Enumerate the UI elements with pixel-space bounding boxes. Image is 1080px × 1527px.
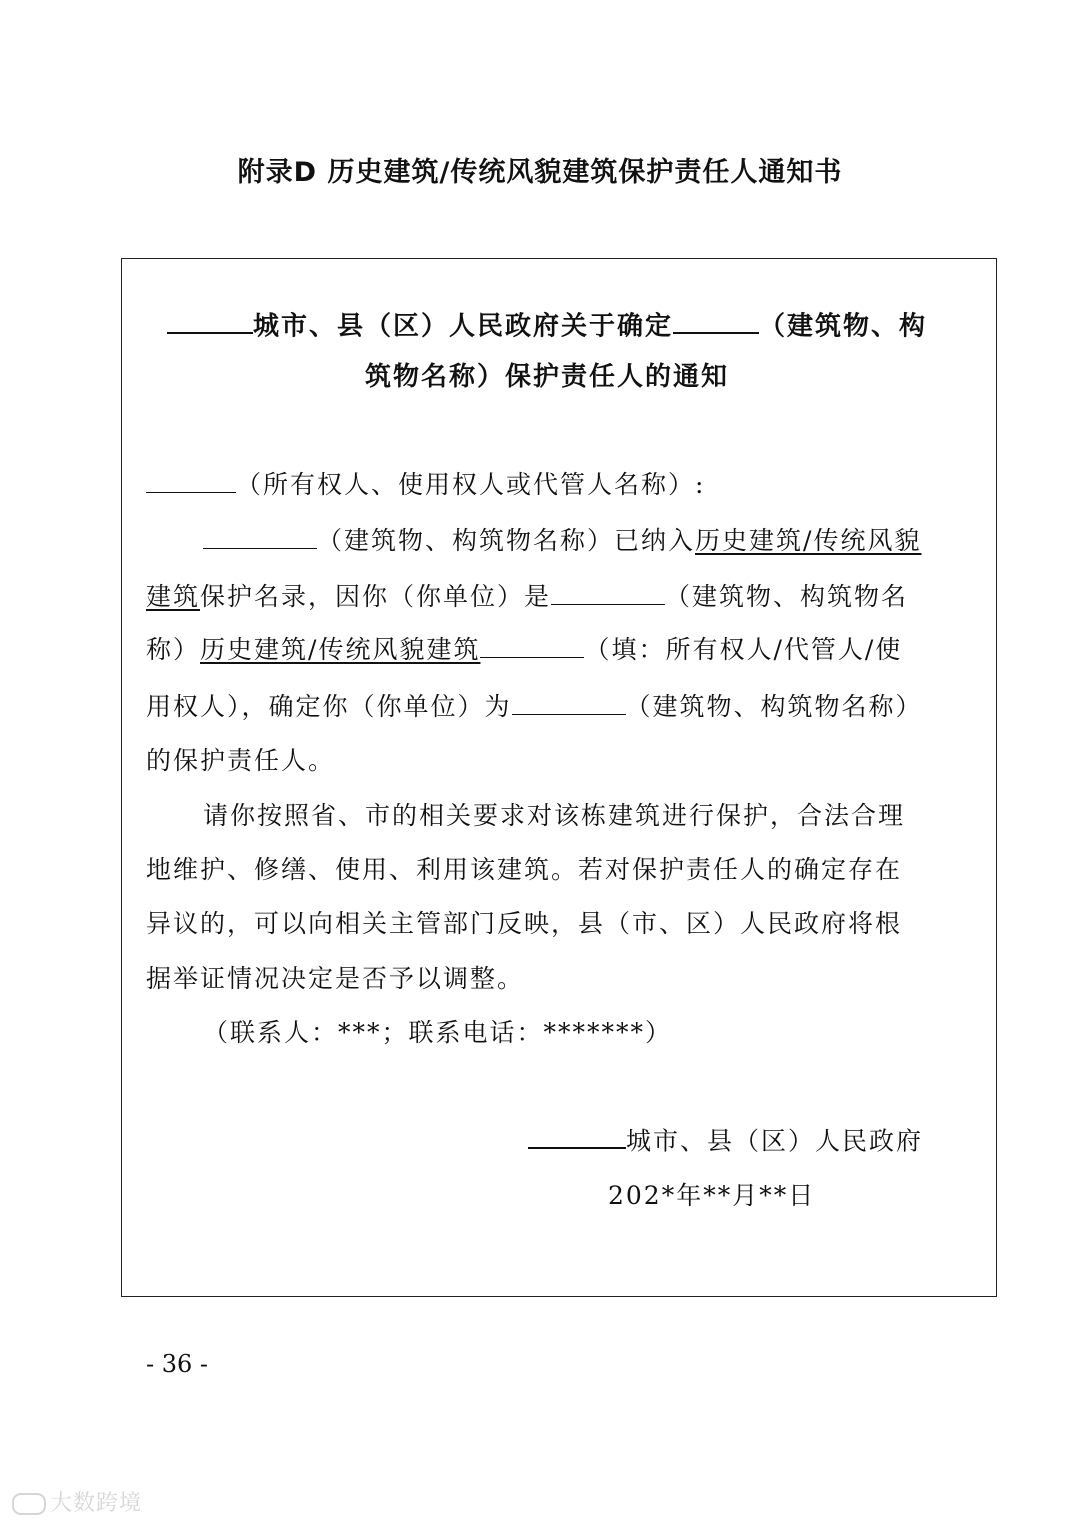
signature-line: 城市、县（区）人民政府 bbox=[528, 1121, 923, 1157]
building-name-blank-3 bbox=[512, 688, 626, 715]
building-name-blank-2 bbox=[551, 578, 665, 605]
notice-title-line-1: 城市、县（区）人民政府关于确定 （建筑物、构 bbox=[147, 305, 947, 342]
para1-line-1: （建筑物、构筑物名称）已纳入历史建筑/传统风貌 bbox=[203, 521, 921, 557]
contact-line: （联系人：***；联系电话：*******） bbox=[203, 1018, 673, 1047]
notice-title-line-2: 筑物名称）保护责任人的通知 bbox=[364, 362, 729, 392]
signature-city-blank bbox=[528, 1121, 626, 1149]
annex-title: 附录D 历史建筑/传统风貌建筑保护责任人通知书 bbox=[237, 157, 843, 188]
addressee-line: （所有权人、使用权人或代管人名称）: bbox=[146, 465, 705, 501]
para1-line-4: 用权人），确定你（你单位）为 （建筑物、构筑物名称） bbox=[146, 687, 923, 723]
para2-line-1: 请你按照省、市的相关要求对该栋建筑进行保护，合法合理 bbox=[203, 801, 906, 830]
building-name-blank-1 bbox=[203, 522, 317, 549]
building-blank bbox=[673, 305, 759, 334]
date-line: 202*年**月**日 bbox=[608, 1181, 816, 1210]
para2-line-2: 地维护、修缮、使用、利用该建筑。若对保护责任人的确定存在 bbox=[146, 855, 903, 884]
para2-line-3: 异议的，可以向相关主管部门反映，县（市、区）人民政府将根 bbox=[146, 909, 903, 938]
page-number: - 36 - bbox=[146, 1350, 209, 1378]
para1-line-2: 建筑保护名录，因你（你单位）是 （建筑物、构筑物名 bbox=[146, 577, 908, 613]
owner-name-blank bbox=[146, 466, 236, 493]
para1-line-5: 的保护责任人。 bbox=[146, 746, 336, 775]
city-blank bbox=[167, 305, 253, 334]
watermark: 大数跨境 bbox=[12, 1486, 142, 1517]
role-blank bbox=[480, 631, 584, 658]
para1-line-3: 称）历史建筑/传统风貌建筑 （填：所有权人/代管人/使 bbox=[146, 630, 902, 666]
watermark-logo-icon bbox=[12, 1493, 46, 1515]
para2-line-4: 据举证情况决定是否予以调整。 bbox=[146, 964, 525, 993]
